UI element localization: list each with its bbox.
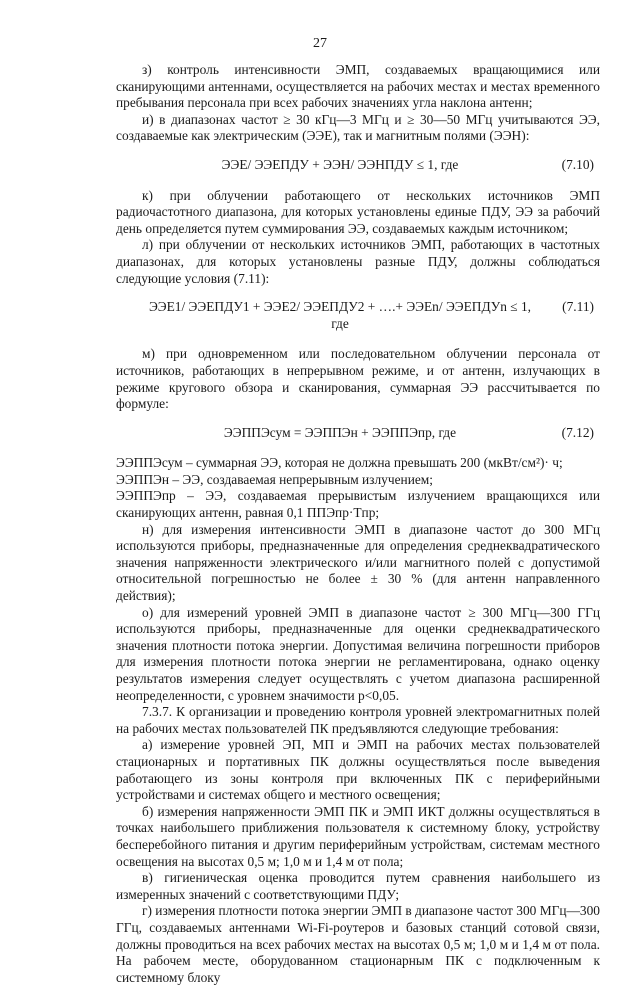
paragraph-o: о) для измерений уровней ЭМП в диапазоне частот ≥ 300 МГц—300 ГГц используются приборы, предназначенные для оценки среднеквадратического значения плотности потока энергии. Допустимая величина погрешности приборов для измерения плотности потока энергии не регламентирована, однако оценку результатов измерения следует осуществлять с учетом диапазона расширенной неопределенности, с уровнем значимости p<0,05. xyxy=(116,604,600,703)
formula-7-12-number: (7.12) xyxy=(561,424,594,440)
paragraph-v: в) гигиеническая оценка проводится путем сравнения наибольшего из измеренных значений с соответствующими ПДУ; xyxy=(116,870,600,902)
formula-7-11 xyxy=(116,299,600,332)
definition-sum: ЭЭППЭсум – суммарная ЭЭ, которая не должна превышать 200 (мкВт/см²)· ч; xyxy=(116,455,563,471)
page-number: 27 xyxy=(313,36,327,51)
formula-7-10-number: (7.10) xyxy=(561,156,594,172)
formula-7-12 xyxy=(116,425,600,442)
formula-7-10-expression: ЭЭE/ ЭЭEПДУ + ЭЭH/ ЭЭHПДУ ≤ 1, где xyxy=(221,156,459,172)
document-body xyxy=(116,62,600,986)
formula-7-11-expression: ЭЭE1/ ЭЭEПДУ1 + ЭЭE2/ ЭЭEПДУ2 + ….+ ЭЭEn/ ЭЭEПДУn ≤ 1, где xyxy=(148,299,532,331)
section-7-3-7: 7.3.7. К организации и проведению контроля уровней электромагнитных полей на рабочих местах пользователей ПК предъявляются следующие требования: xyxy=(116,704,600,736)
paragraph-g: г) измерения плотности потока энергии ЭМП в диапазоне частот 300 МГц—300 ГГц, создаваемых антеннами Wi-Fi-роутеров и базовых станций сотовой связи, должны проводиться на всех рабочих местах на высотах 0,5 м; 1,0 м и 1,4 м от пола. На рабочем месте, оборудованном стационарным ПК с подключенным к системному блоку xyxy=(116,903,600,985)
formula-7-12-expression: ЭЭППЭсум = ЭЭППЭн + ЭЭППЭпр, где xyxy=(223,424,457,440)
paragraph-i: и) в диапазонах частот ≥ 30 кГц—3 МГц и ≥ 30—50 МГц учитываются ЭЭ, создаваемые как электрическим (ЭЭE), так и магнитным полями (ЭЭH): xyxy=(116,111,600,144)
formula-7-10 xyxy=(116,157,600,174)
formula-7-11-number: (7.11) xyxy=(562,299,594,315)
paragraph-n: н) для измерения интенсивности ЭМП в диапазоне частот до 300 МГц используются приборы, предназначенные для определения среднеквадратического значения напряженности электрического и/или магнитного полей с допустимой относительной погрешностью не более ± 30 % (для антенн направленного действия); xyxy=(116,521,600,604)
definition-intermittent: ЭЭППЭпр – ЭЭ, создаваемая прерывистым излучением вращающихся или сканирующих антенн, равная 0,1 ППЭпр·Tпр; xyxy=(116,488,600,521)
paragraph-l: л) при облучении от нескольких источников ЭМП, работающих в частотных диапазонах, для которых установлены разные ПДУ, должны соблюдаться следующие условия (7.11): xyxy=(116,237,600,286)
paragraph-a: а) измерение уровней ЭП, МП и ЭМП на рабочих местах пользователей стационарных и портативных ПК должны осуществляться после выведения работающего из зоны контроля при включенных ПК с периферийными устройствами и системах общего и местного освещения; xyxy=(116,737,600,803)
paragraph-k: к) при облучении работающего от нескольких источников ЭМП радиочастотного диапазона, для которых установлены единые ПДУ, ЭЭ за рабочий день определяется путем суммирования ЭЭ, создаваемых каждым источником; xyxy=(116,187,600,236)
paragraph-z: з) контроль интенсивности ЭМП, создаваемых вращающимися или сканирующими антеннами, осуществляется на рабочих местах и местах временного пребывания персонала при всех рабочих значениях угла наклона антенн; xyxy=(116,62,600,111)
paragraph-m: м) при одновременном или последовательном облучении персонала от источников, работающих в непрерывном режиме, и от антенн, излучающих в режиме кругового обзора и сканирования, суммарная ЭЭ рассчитывается по формуле: xyxy=(116,346,600,412)
paragraph-b: б) измерения напряженности ЭМП ПК и ЭМП ИКТ должны осуществляться в точках наибольшего приближения пользователя к системному блоку, устройству бесперебойного питания и другим периферийным устройствам, системам местного освещения на высотах 0,5 м; 1,0 м и 1,4 м от пола; xyxy=(116,803,600,869)
definition-continuous: ЭЭППЭн – ЭЭ, создаваемая непрерывным излучением; xyxy=(116,471,433,487)
